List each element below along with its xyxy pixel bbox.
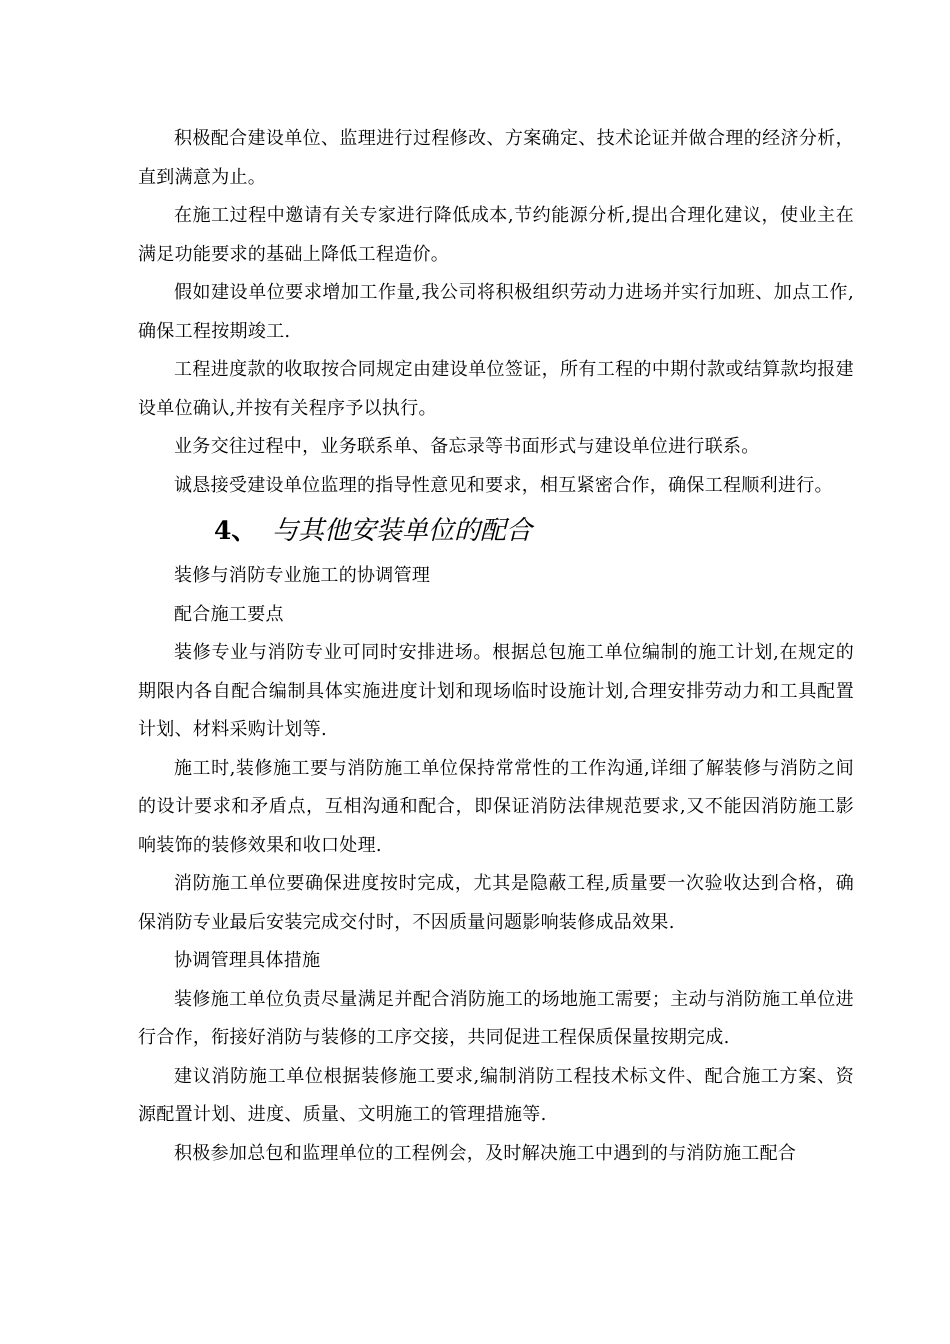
- paragraph: 假如建设单位要求增加工作量,我公司将积极组织劳动力进场并实行加班、加点工作,确保工程按期竣工.: [138, 282, 854, 342]
- subheading: 装修与消防专业施工的协调管理: [174, 565, 431, 586]
- paragraph: 诚恳接受建设单位监理的指导性意见和要求，相互紧密合作，确保工程顺利进行。: [174, 474, 833, 496]
- paragraph: 积极配合建设单位、监理进行过程修改、方案确定、技术论证并做合理的经济分析，直到满意为止。: [138, 128, 854, 188]
- subheading: 配合施工要点: [174, 603, 284, 625]
- paragraph: 装修专业与消防专业可同时安排进场。根据总包施工单位编制的施工计划,在规定的期限内各自配合编制具体实施进度计划和现场临时设施计划,合理安排劳动力和工具配置计划、材料采购计划等.: [138, 642, 854, 740]
- paragraph: 工程进度款的收取按合同规定由建设单位签证，所有工程的中期付款或结算款均报建设单位确认,并按有关程序予以执行。: [138, 359, 854, 419]
- section-number: 4、: [214, 516, 257, 545]
- paragraph: 施工时,装修施工要与消防施工单位保持常常性的工作沟通,详细了解装修与消防之间的设计要求和矛盾点，互相沟通和配合，即保证消防法律规范要求,又不能因消防施工影响装饰的装修效果和收口处理.: [138, 757, 854, 856]
- paragraph: 积极参加总包和监理单位的工程例会，及时解决施工中遇到的与消防施工配合: [174, 1142, 797, 1164]
- paragraph: 消防施工单位要确保进度按时完成，尤其是隐蔽工程,质量要一次验收达到合格，确保消防专业最后安装完成交付时，不因质量问题影响装修成品效果.: [138, 873, 854, 933]
- paragraph: 在施工过程中邀请有关专家进行降低成本,节约能源分析,提出合理化建议，使业主在满足功能要求的基础上降低工程造价。: [138, 205, 854, 265]
- section-heading: [138, 505, 854, 557]
- paragraph: 建议消防施工单位根据装修施工要求,编制消防工程技术标文件、配合施工方案、资源配置计划、进度、质量、文明施工的管理措施等.: [138, 1065, 854, 1125]
- paragraph: 业务交往过程中，业务联系单、备忘录等书面形式与建设单位进行联系。: [174, 436, 760, 457]
- subheading: 协调管理具体措施: [174, 950, 321, 971]
- document-body: [138, 120, 854, 1173]
- paragraph: 装修施工单位负责尽量满足并配合消防施工的场地施工需要；主动与消防施工单位进行合作，衔接好消防与装修的工序交接，共同促进工程保质保量按期完成.: [138, 988, 854, 1048]
- section-title: 与其他安装单位的配合: [272, 516, 533, 546]
